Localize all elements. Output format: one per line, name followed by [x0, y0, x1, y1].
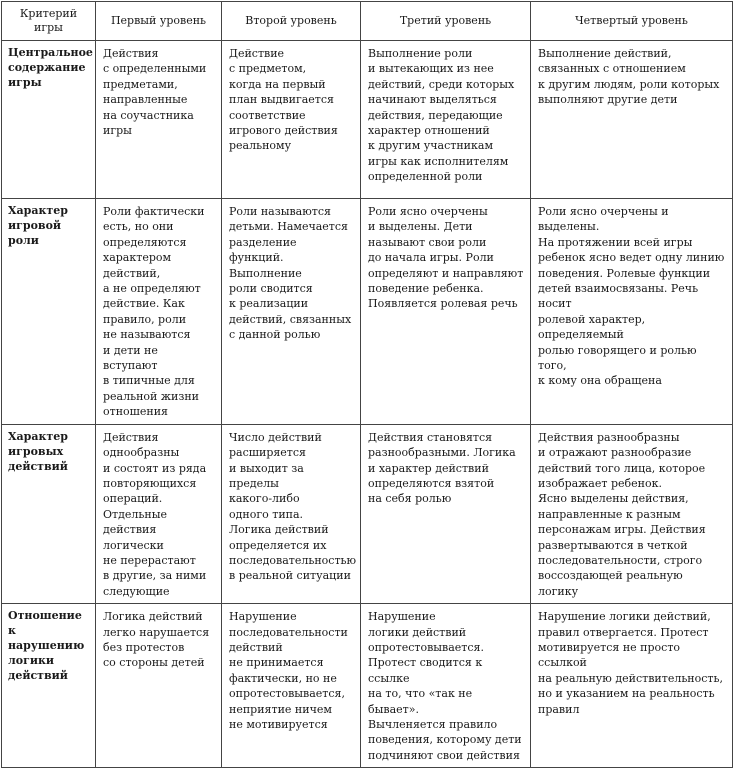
header-level-3-label: Третий уровень [399, 14, 492, 27]
header-level-1 [96, 2, 222, 41]
level-1-cell [96, 604, 222, 768]
level-4-cell [531, 424, 733, 603]
cell-text: Логика действий легко нарушается без протестов со стороны детей [103, 610, 210, 670]
level-3-cell [361, 199, 531, 425]
criterion-label: Характер игровых действий [8, 429, 68, 473]
cell-text: Нарушение логики действий, правил отвергается. Протест мотивируется не просто ссылкой на реальную действительность, но и указанием на реальность правил [538, 610, 723, 716]
cell-text: Нарушение логики действий опротестовывается. Протест сводится к ссылке на то, что «так не бывает». Вычленяется правило поведения, которому дети подчиняют свои действия [368, 610, 522, 762]
header-level-1-label: Первый уровень [110, 14, 207, 27]
cell-text: Выполнение роли и вытекающих из нее действий, среди которых начинают выделяться действия, передающие характер отношений к другим участникам игры как исполнителям определенной роли [368, 47, 515, 184]
level-1-cell [96, 199, 222, 425]
header-level-4-label: Четвертый уровень [575, 14, 688, 27]
level-4-cell [531, 199, 733, 425]
cell-text: Действия разнообразны и отражают разнообразие действий того лица, которое изображает ребенок. Ясно выделены действия, направленные к разным персонажам игры. Действия развертываются в четкой последовательности, строго воссоздающей реальную логику [538, 430, 706, 598]
criterion-label: Отношение к нарушению логики действий [8, 609, 85, 683]
cell-text: Роли называются детьми. Намечается разделение функций. Выполнение роли сводится к реализации действий, связанных с данной ролью [229, 205, 352, 342]
level-2-cell [222, 199, 361, 425]
level-4-cell [531, 604, 733, 768]
level-3-cell [361, 41, 531, 199]
criterion-cell [2, 41, 96, 199]
criterion-cell [2, 424, 96, 603]
cell-text: Роли ясно очерчены и выделены. На протяжении всей игры ребенок ясно ведет одну линию поведения. Ролевые функции детей взаимосвязаны. Речь носит ролевой характер, определяемый ролью говорящего и ролью того, к кому она обращена [538, 205, 725, 388]
header-row [2, 2, 733, 41]
table-row [2, 424, 733, 603]
header-criterion [2, 2, 96, 41]
header-level-2 [222, 2, 361, 41]
cell-text: Роли фактически есть, но они определяются характером действий, а не определяют действие. Как правило, роли не называются и дети не вступают в типичные для реальной жизни отношения [103, 205, 205, 419]
level-4-cell [531, 41, 733, 199]
level-3-cell [361, 604, 531, 768]
level-3-cell [361, 424, 531, 603]
header-level-4 [531, 2, 733, 41]
level-1-cell [96, 424, 222, 603]
table-row [2, 604, 733, 768]
criteria-table [1, 1, 733, 768]
cell-text: Действия однообразны и состоят из ряда повторяющихся операций. Отдельные действия логически не перерастают в другие, за ними следующие [103, 430, 207, 598]
level-2-cell [222, 41, 361, 199]
table-row [2, 199, 733, 425]
cell-text: Нарушение последовательности действий не принимается фактически, но не опротестовывается, неприятие ничем не мотивируется [229, 610, 348, 731]
cell-text: Действия с определенными предметами, направленные на соучастника игры [103, 47, 207, 138]
table-row [2, 41, 733, 199]
criterion-cell [2, 199, 96, 425]
criterion-label: Характер игровой роли [8, 204, 68, 247]
level-1-cell [96, 41, 222, 199]
cell-text: Выполнение действий, связанных с отношением к другим людям, роли которых выполняют другие дети [538, 47, 720, 107]
criterion-cell [2, 604, 96, 768]
level-2-cell [222, 604, 361, 768]
level-2-cell [222, 424, 361, 603]
cell-text: Число действий расширяется и выходит за пределы какого-либо одного типа. Логика действий определяется их последовательностью в реальной ситуации [229, 430, 357, 583]
cell-text: Действия становятся разнообразными. Логика и характер действий определяются взятой на себя ролью [368, 430, 516, 506]
header-criterion-label: Критерий игры [19, 7, 78, 34]
header-level-2-label: Второй уровень [245, 14, 337, 27]
header-level-3 [361, 2, 531, 41]
cell-text: Роли ясно очерчены и выделены. Дети называют свои роли до начала игры. Роли определяют и направляют поведение ребенка. Появляется ролевая речь [368, 205, 524, 311]
cell-text: Действие с предметом, когда на первый план выдвигается соответствие игрового действия реальному [229, 47, 338, 153]
criterion-label: Центральное содержание игры [8, 46, 93, 89]
